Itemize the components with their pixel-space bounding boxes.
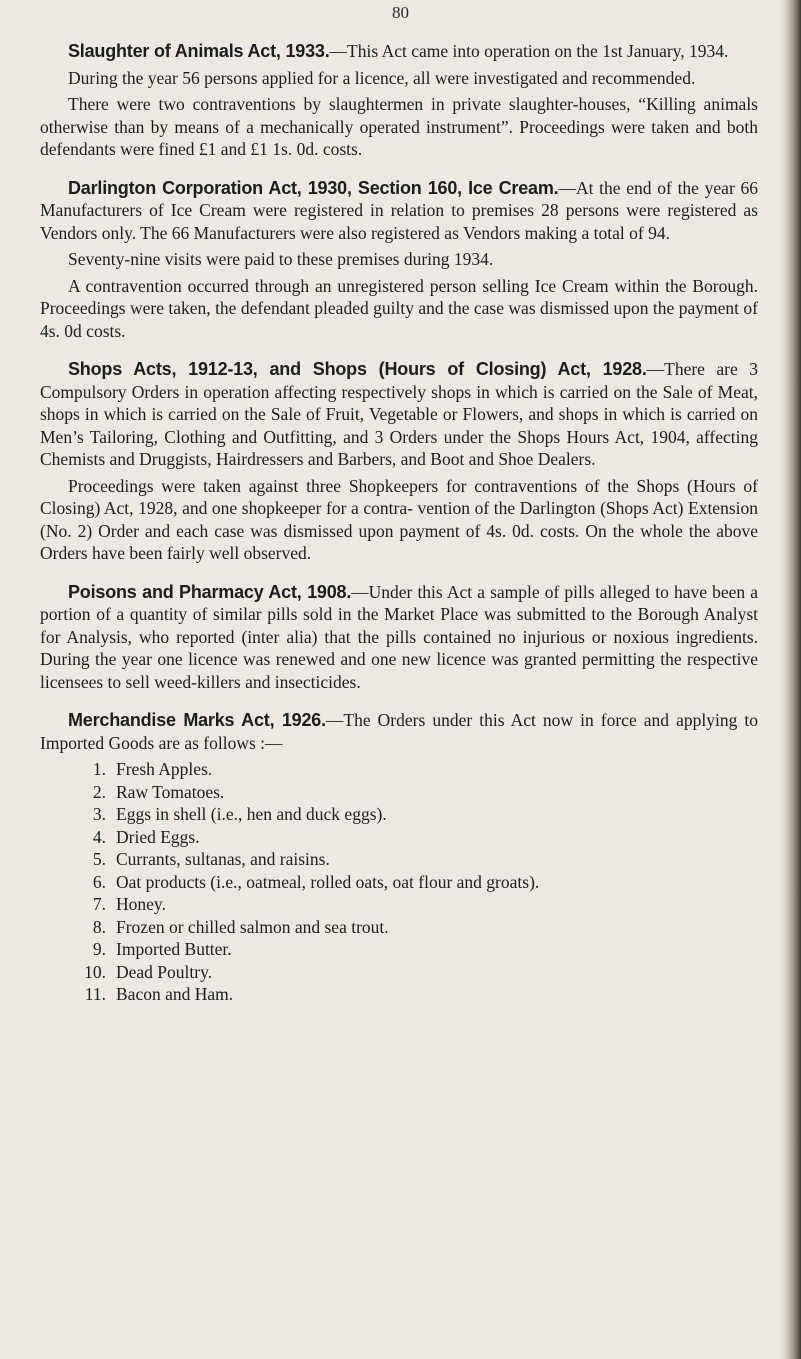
list-item-number: 3. <box>92 804 106 824</box>
imported-goods-list <box>40 758 758 1006</box>
list-item-text: Bacon and Ham. <box>116 984 234 1004</box>
section-text: —Under this Act a sample of pills alleged to have been a portion of a quantity of similar pills sold in the Market Place was submitted to the Borough Analyst for Analysis, who reported (inter alia) that the pills contained no injurious or noxious ingredients. During the year one licence was renewed and one new licence was granted permitting the respective licensees to sell weed-killers and insecticides. <box>40 581 758 692</box>
list-item-number: 6. <box>92 871 106 892</box>
paragraph: Seventy-nine visits were paid to these premises during 1934. <box>68 249 494 269</box>
document-body <box>40 40 758 1022</box>
list-item-number: 1. <box>92 759 106 779</box>
section-slaughter-of-animals <box>40 40 758 161</box>
list-item <box>80 781 758 804</box>
list-item-number: 10. <box>84 961 106 982</box>
list-item-text: Frozen or chilled salmon and sea trout. <box>116 916 389 937</box>
list-item-text: Oat products (i.e., oatmeal, rolled oats, oat flour and groats). <box>116 871 540 892</box>
section-poisons-pharmacy <box>40 581 758 694</box>
list-item-text: Currants, sultanas, and raisins. <box>116 849 330 869</box>
section-text: —At the end of the year 66 Manufacturers of Ice Cream were registered in relation to premises 28 persons were registered as Vendors only. The 66 Manufacturers were also registered as Vendors making a total of 94. <box>40 177 758 243</box>
section-shops-acts <box>40 358 758 565</box>
list-item-number: 11. <box>84 984 106 1004</box>
section-ice-cream <box>40 177 758 343</box>
list-item <box>80 916 758 939</box>
list-item-number: 2. <box>92 781 106 802</box>
paragraph: There were two contraventions by slaughtermen in private slaughter-houses, “Killing animals otherwise than by means of a mechanically operated instrument”. Proceedings were taken and both defendants were fined £1 and £1 1s. 0d. costs. <box>40 94 758 159</box>
list-item <box>80 803 758 826</box>
section-heading: Slaughter of Animals Act, 1933. <box>68 41 330 61</box>
paragraph: A contravention occurred through an unregistered person selling Ice Cream within the Borough. Proceedings were taken, the defendant pleaded guilty and the case was dismissed upon the payment of 4s. 0d costs. <box>40 275 758 341</box>
list-item <box>80 848 758 871</box>
list-item <box>80 938 758 961</box>
section-heading: Shops Acts, 1912-13, and Shops (Hours of Closing) Act, 1928. <box>68 359 647 379</box>
list-item-text: Raw Tomatoes. <box>116 781 225 802</box>
section-merchandise-marks <box>40 709 758 1006</box>
section-text: —There are 3 Compulsory Orders in operation affecting respectively shops in which is carried on the Sale of Meat, shops in which is carried on the Sale of Fruit, Vegetable or Flowers, and shops in which is carried on Men’s Tailoring, Clothing and Outfitting, and 3 Orders under the Shops Hours Act, 1904, affecting Chemists and Druggists, Hairdressers and Barbers, and Boot and Shoe Dealers. <box>40 359 758 469</box>
list-item-text: Honey. <box>116 894 166 914</box>
list-item-text: Dead Poultry. <box>116 961 213 982</box>
list-item-number: 9. <box>92 939 106 959</box>
list-item-number: 8. <box>92 916 106 937</box>
list-item <box>80 961 758 984</box>
list-item <box>80 871 758 894</box>
list-item-text: Dried Eggs. <box>116 826 200 847</box>
section-heading: Darlington Corporation Act, 1930, Section 160, Ice Cream. <box>68 177 559 198</box>
list-item-text: Fresh Apples. <box>116 759 213 779</box>
list-item <box>80 758 758 781</box>
section-text: —This Act came into operation on the 1st January, 1934. <box>329 41 729 61</box>
page-number: 80 <box>392 3 409 22</box>
paragraph: During the year 56 persons applied for a licence, all were investigated and recommended. <box>68 67 696 88</box>
list-item <box>80 983 758 1006</box>
section-text: —The Orders under this Act now in force and applying to Imported Goods are as follows :— <box>40 710 758 753</box>
list-item-number: 5. <box>92 849 106 869</box>
list-item-number: 7. <box>92 894 106 914</box>
list-item-text: Imported Butter. <box>116 939 232 959</box>
list-item-text: Eggs in shell (i.e., hen and duck eggs). <box>116 804 387 824</box>
section-heading: Poisons and Pharmacy Act, 1908. <box>68 581 352 602</box>
list-item <box>80 826 758 849</box>
page-edge-shadow <box>779 0 801 1359</box>
section-heading: Merchandise Marks Act, 1926. <box>68 710 326 730</box>
list-item-number: 4. <box>92 826 106 847</box>
list-item <box>80 893 758 916</box>
paragraph: Proceedings were taken against three Shopkeepers for contraventions of the Shops (Hours of Closing) Act, 1928, and one shopkeeper for a contra- vention of the Darlington (Shops Act) Extension (No. 2) Order and each case was dismissed upon payment of 4s. 0d. costs. On the whole the above Orders have been fairly well observed. <box>40 475 758 563</box>
